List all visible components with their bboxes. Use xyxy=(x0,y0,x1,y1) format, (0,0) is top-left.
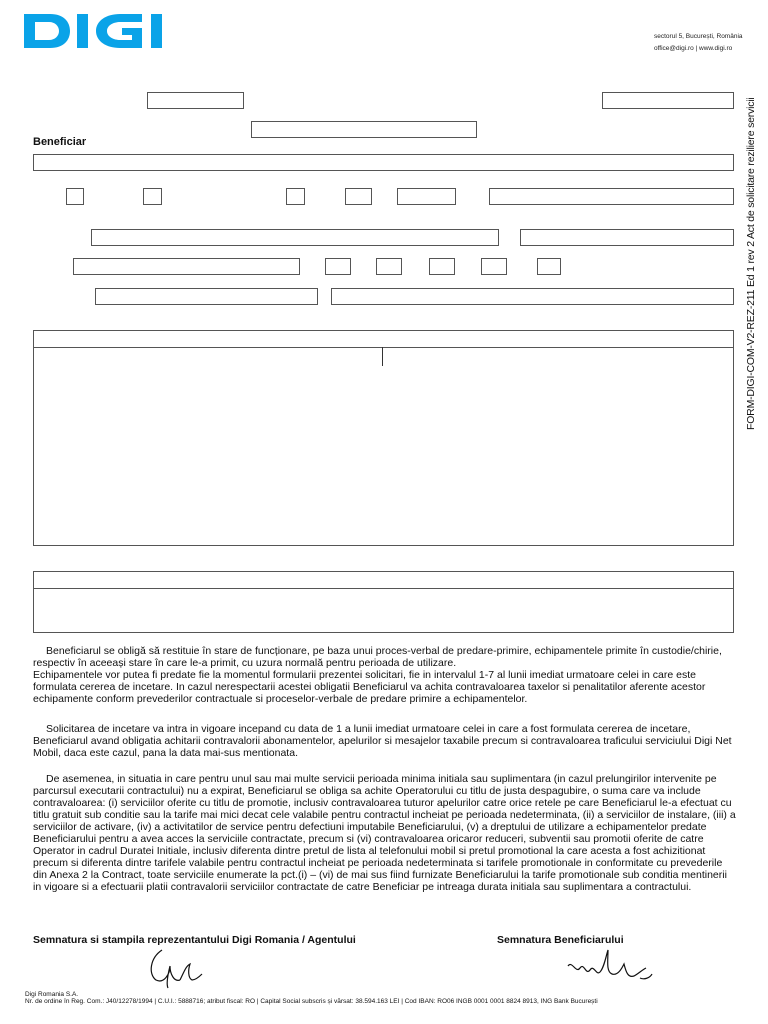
field-row1-box5[interactable] xyxy=(397,188,456,205)
observations-header-divider xyxy=(34,588,733,589)
header-address: sectorul 5, București, România xyxy=(654,33,743,40)
signature-digi-handwritten xyxy=(140,944,210,990)
field-row1-box2[interactable] xyxy=(143,188,162,205)
paragraph-restitution: Beneficiarul se obligă să restituie în stare de funcționare, pe baza unui proces-verbal de predare-primire, echipamentele primite în custodie/chirie, respectiv în aceeași stare în care le-a primit, cu uzura normală pentru perioada de utilizare. xyxy=(33,645,722,669)
field-row1-box4[interactable] xyxy=(345,188,372,205)
signature-label-digi: Semnatura si stampila reprezentantului Digi Romania / Agentului xyxy=(33,934,356,946)
section-label-beneficiar: Beneficiar xyxy=(33,136,87,148)
observations-box[interactable] xyxy=(33,571,734,633)
signature-beneficiar-handwritten xyxy=(562,946,658,986)
paragraph-equipment: Echipamentele vor putea fi predate fie la momentul formularii prezentei solicitari, fie in intervalul 1-7 al lunii imediat urmatoare celei in care este formulata cererea de incetare. In cazul nerespectarii acestei obligatii Beneficiarul va achita contravaloarea taxelor si penalitatilor aferente acestor echipamente conform prevederilor contractuale si proceselor-verbale de predare primire a echipamentelor. xyxy=(33,669,706,705)
field-row3-box5[interactable] xyxy=(537,258,561,275)
field-row4-right[interactable] xyxy=(331,288,734,305)
field-row3-box1[interactable] xyxy=(325,258,351,275)
field-row3-left[interactable] xyxy=(73,258,300,275)
beneficiar-name-field[interactable] xyxy=(33,154,734,171)
field-top-right[interactable] xyxy=(602,92,734,109)
paragraph-termination: Solicitarea de incetare va intra in vigoare incepand cu data de 1 a lunii imediat urmatoare celei in care a fost formulata cererea de incetare, Beneficiarul avand obligatia achitarii contravalorii abonamentelor, apelurilor si mesajelor taxabile precum si contravaloarea traficului serviciului Digi Net Mobil, daca este cazul, pana la data mai-sus mentionata. xyxy=(33,723,732,759)
field-row4-left[interactable] xyxy=(95,288,318,305)
footer-company: Digi Romania S.A. xyxy=(25,991,79,998)
field-top-left[interactable] xyxy=(147,92,244,109)
services-table-header-divider xyxy=(34,347,733,348)
footer-registry: Nr. de ordine în Reg. Com.: J40/12278/1994 | C.U.I.: 5888716; atribut fiscal: RO | Capital Social subscris și vărsat: 38.594.163 LEI | Cod IBAN: RO06 INGB 0001 0001 8824 8913, ING Bank București xyxy=(25,998,598,1005)
paragraph-compensation: De asemenea, in situatia in care pentru unul sau mai multe servicii perioada minima initiala sau suplimentara (in cazul prelungirilor intervenite pe parcursul executarii contractului) nu a expirat, Beneficiarul se obliga sa achite Operatorului cu titlu de justa despagubire, o suma care va include contravaloarea: (i) serviciilor oferite cu titlu de promotie, inclusiv contravaloarea tuturor apelurilor catre orice retele pe care Beneficiarul le-a efectuat cu titlu gratuit sub conditie sau la tarife mai mici decat cele valabile pentru contractul incheiat pe perioada nedeterminata, (ii) a serviciilor de instalare, (iii) a serviciilor de activare, (iv) a activitatilor de service pentru defectiuni imputabile Beneficiarului, (v) a dreptului de utilizare a echipamentelor predate Beneficiarului pentru a avea acces la serviciile contractate, precum si (vi) contravaloarea oricaror reduceri, subventii sau promotii oferite de catre Operator in cadrul Duratei Initiale, inclusiv diferenta dintre pretul de lista al telefonului mobil si pretul promotional la care acesta a fost achizitionat precum si diferenta dintre tarifele valabile pentru contractul incheiat pe perioada nedeterminata si tarifele promotionale in conformitate cu prevederile din Anexa 2 la Contract, toate serviciile enumerate la pct.(i) – (vi) de mai sus fiind furnizate Beneficiarului la tarife promotionale sub conditia mentinerii in vigoare si a efectuarii platii contravalorii serviciilor contractate de catre Beneficiar pe intreaga durata initiala sau suplimentara a contractului. xyxy=(33,773,736,893)
digi-logo xyxy=(24,14,188,48)
form-code-vertical: FORM-DIGI-COM-V2-REZ-211 Ed 1 rev 2 Act de solicitare reziliere servicii xyxy=(745,97,757,430)
signature-label-beneficiar: Semnatura Beneficiarului xyxy=(497,934,624,946)
field-row1-box3[interactable] xyxy=(286,188,305,205)
field-row3-box2[interactable] xyxy=(376,258,402,275)
field-row3-box4[interactable] xyxy=(481,258,507,275)
field-top-center[interactable] xyxy=(251,121,477,138)
header-contact: office@digi.ro | www.digi.ro xyxy=(654,45,733,52)
field-row2-right[interactable] xyxy=(520,229,734,246)
field-row1-box1[interactable] xyxy=(66,188,84,205)
services-table xyxy=(33,330,734,546)
text-cursor xyxy=(382,347,383,366)
field-row1-box6[interactable] xyxy=(489,188,734,205)
field-row2-left[interactable] xyxy=(91,229,499,246)
field-row3-box3[interactable] xyxy=(429,258,455,275)
